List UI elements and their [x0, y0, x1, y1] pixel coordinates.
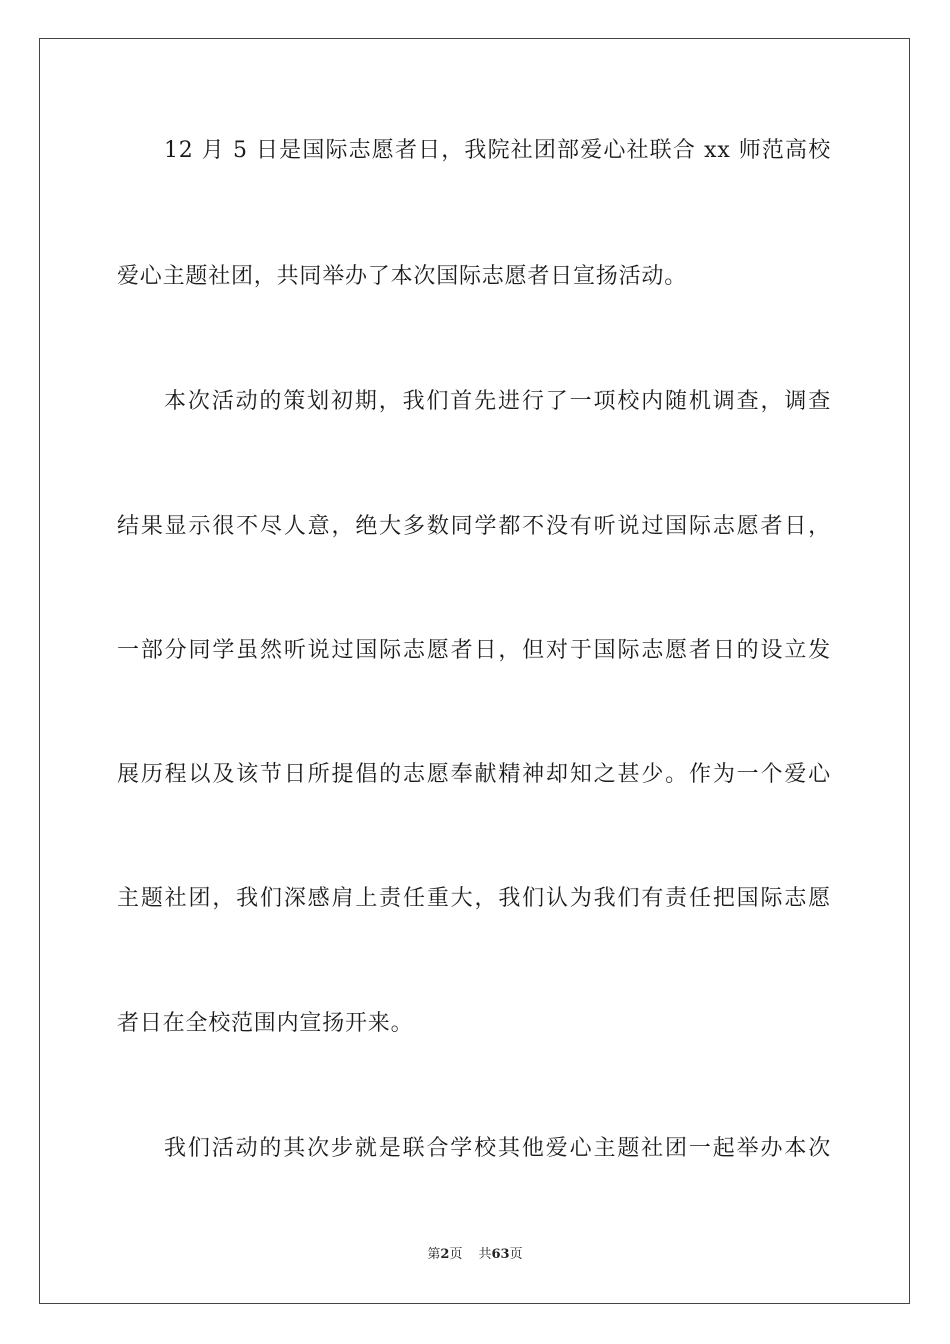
paragraph-2-line-4: 展历程以及该节日所提倡的志愿奉献精神却知之甚少。作为一个爱心 — [117, 762, 831, 787]
total-page-count: 63 — [491, 1247, 510, 1262]
page-label-suffix: 页 — [449, 1247, 463, 1262]
total-label-prefix: 共 — [478, 1247, 492, 1262]
paragraph-1-line-1: 12 月 5 日是国际志愿者日，我院社团部爱心社联合 xx 师范高校 — [164, 138, 831, 163]
page-label-prefix: 第 — [427, 1247, 441, 1262]
paragraph-1-line-2: 爱心主题社团，共同举办了本次国际志愿者日宣扬活动。 — [117, 264, 688, 289]
total-label-suffix: 页 — [509, 1247, 523, 1262]
paragraph-2-line-6: 者日在全校范围内宣扬开来。 — [117, 1011, 414, 1036]
paragraph-2-line-2: 结果显示很不尽人意，绝大多数同学都不没有听说过国际志愿者日， — [117, 514, 831, 539]
page-border — [39, 38, 910, 1304]
paragraph-2-line-5: 主题社团，我们深感肩上责任重大，我们认为我们有责任把国际志愿 — [117, 886, 831, 911]
paragraph-2-line-3: 一部分同学虽然听说过国际志愿者日，但对于国际志愿者日的设立发 — [117, 638, 831, 663]
paragraph-2-line-1: 本次活动的策划初期，我们首先进行了一项校内随机调查，调查 — [164, 389, 831, 414]
current-page-number: 2 — [440, 1247, 450, 1262]
page-footer — [0, 1246, 950, 1264]
paragraph-3-line-1: 我们活动的其次步就是联合学校其他爱心主题社团一起举办本次 — [164, 1136, 831, 1161]
